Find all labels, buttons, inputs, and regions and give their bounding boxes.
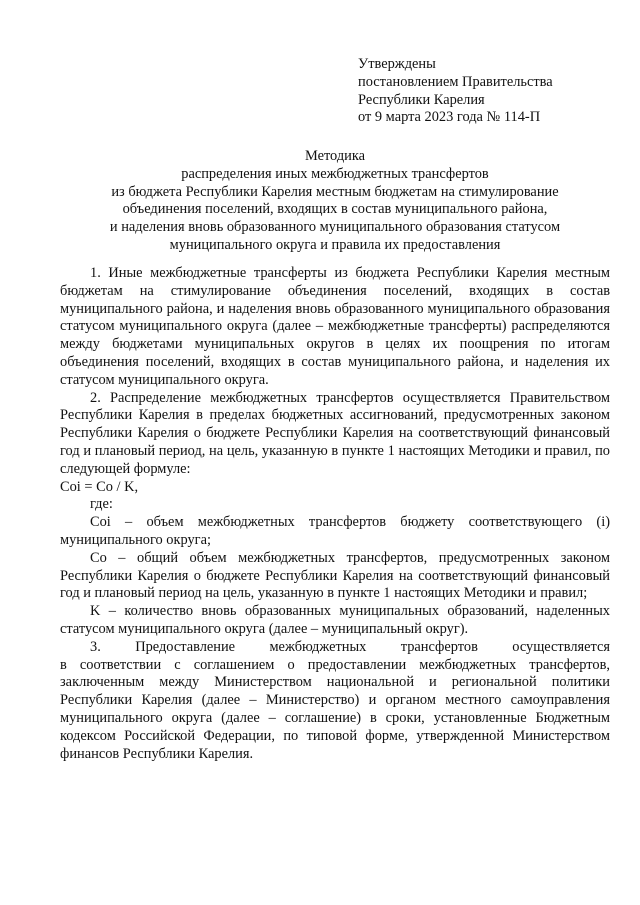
formula: Coi = Co / K, [60, 478, 139, 495]
paragraph-3-word-2: межбюджетных [269, 638, 367, 655]
approval-line-2: постановлением Правительства [358, 73, 553, 90]
paragraph-3-word-1: Предоставление [135, 638, 236, 655]
paragraph-3-first-line [60, 639, 610, 657]
approval-line-3: Республики Карелия [358, 91, 485, 108]
title-line-3: из бюджета Республики Карелия местным бюджетам на стимулирование [111, 183, 559, 200]
approval-line-4: от 9 марта 2023 года № 114-П [358, 109, 541, 126]
paragraph-3-number: 3. [90, 638, 101, 655]
paragraph-3-text: в соответствии с соглашением о предоставлении межбюджетных трансфертов, заключенным между Министерством национальной и региональной политики Республики Карелия (далее – Министерство) и органом местного самоуправления муниципального округа (далее – соглашение) в сроки, установленные Бюджетным кодексом Российской Федерации, по типовой форме, утвержденной Министерством финансов Республики Карелия. [60, 656, 610, 762]
paragraph-3-word-3: трансфертов [400, 638, 478, 655]
definition-co: Co – общий объем межбюджетных трансфертов, предусмотренных законом Республики Карелия о бюджете Республики Карелия на соответствующий финансовый год и плановый период на цель, указанную в пункте 1 настоящих Методики и правил; [60, 549, 610, 602]
title-line-2: распределения иных межбюджетных трансфертов [181, 165, 489, 182]
document-body [60, 265, 610, 763]
definition-k: K – количество вновь образованных муниципальных образований, наделенных статусом муниципального округа (далее – муниципальный округ). [60, 603, 610, 637]
approval-line-1: Утверждены [358, 56, 436, 72]
paragraph-1: 1. Иные межбюджетные трансферты из бюджета Республики Карелия местным бюджетам на стимулирование объединения поселений, входящих в состав муниципального района, и наделения вновь образованного муниципального образования статусом муниципального округа (далее – межбюджетные трансферты) распределяются между бюджетами муниципальных округов в целях их поощрения по итогам объединения поселений, входящих в состав муниципального района, и наделения их статусом муниципального округа. [60, 265, 610, 388]
title-line-6: муниципального округа и правила их предоставления [169, 236, 501, 253]
approval-block [358, 56, 628, 127]
where-label: где: [90, 496, 113, 513]
paragraph-2: 2. Распределение межбюджетных трансфертов осуществляется Правительством Республики Карелия в пределах бюджетных ассигнований, предусмотренных законом Республики Карелия о бюджете Республики Карелия на соответствующий финансовый год и плановый период, на цель, указанную в пункте 1 настоящих Методики и правил, по следующей формуле: [60, 389, 610, 477]
paragraph-3 [60, 639, 610, 764]
definition-coi: Coi – объем межбюджетных трансфертов бюджету соответствующего (i) муниципального округа; [60, 514, 610, 548]
document-title [60, 148, 610, 255]
title-line-4: объединения поселений, входящих в состав муниципального района, [122, 201, 548, 218]
paragraph-3-word-4: осуществляется [512, 638, 610, 655]
title-line-1: Методика [304, 148, 366, 164]
title-line-5: и наделения вновь образованного муниципального образования статусом [109, 219, 561, 236]
